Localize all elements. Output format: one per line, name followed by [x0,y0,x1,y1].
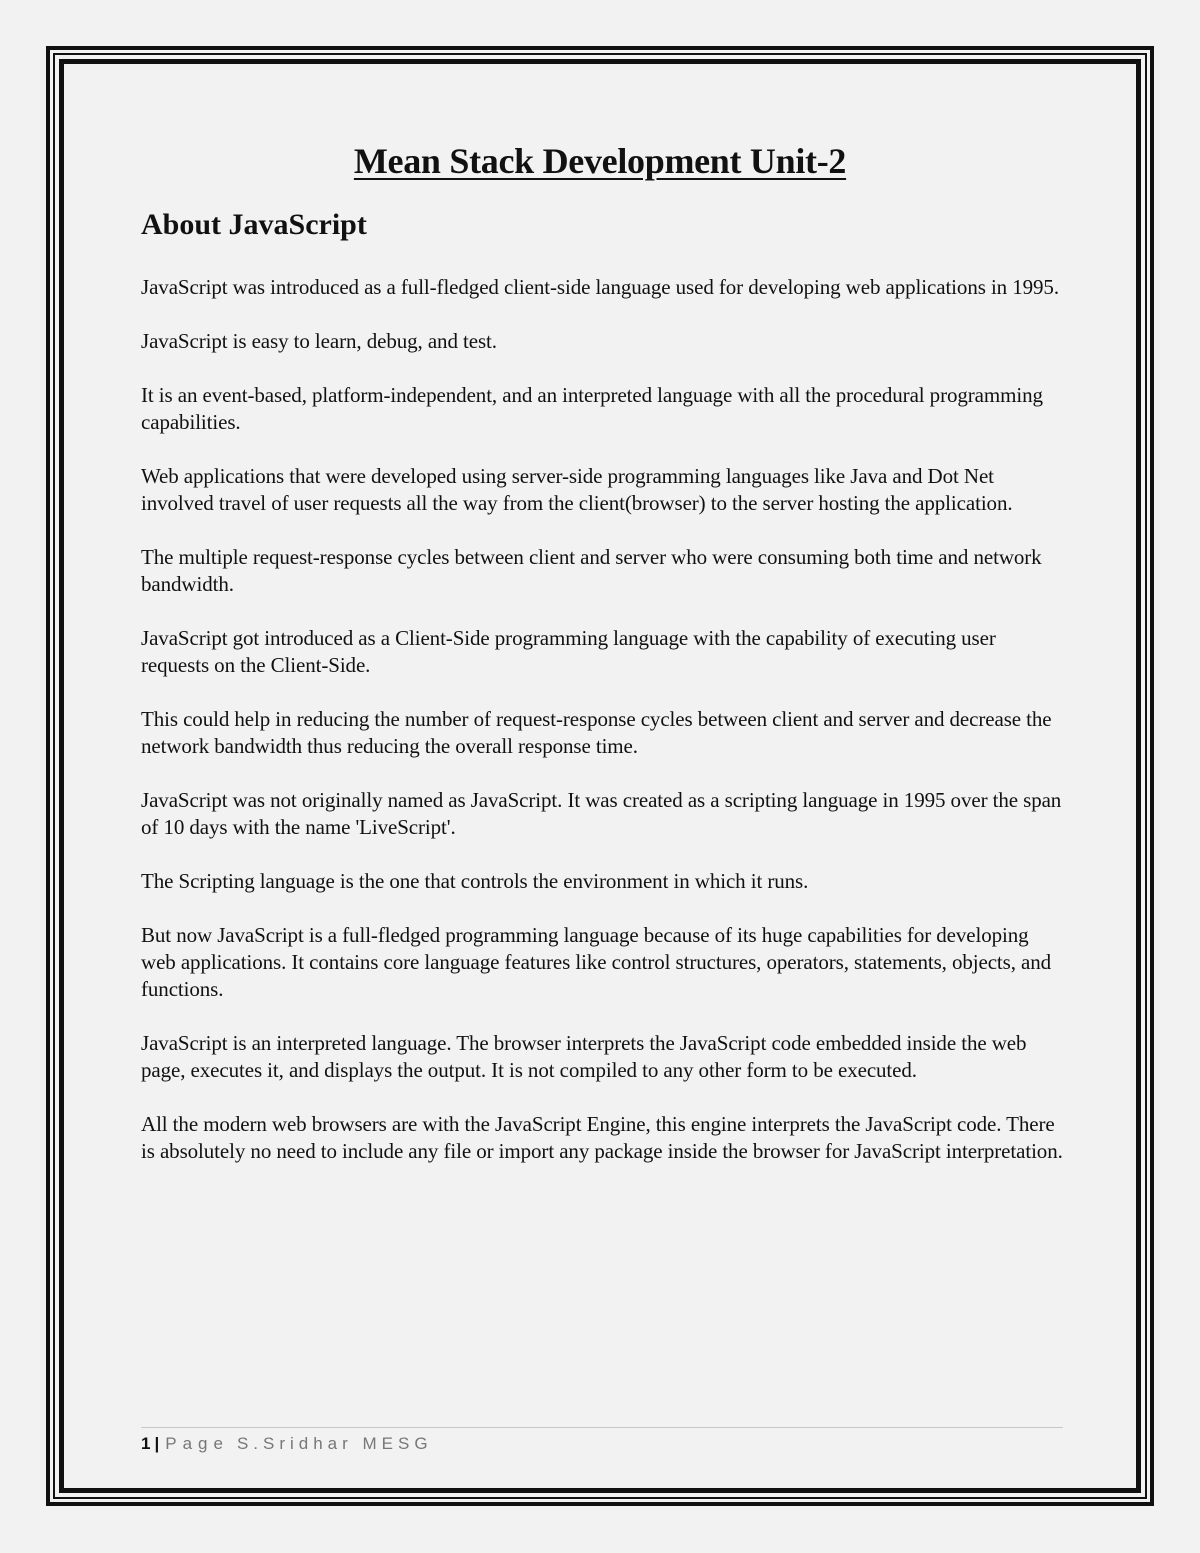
page-number: 1 [141,1434,151,1453]
body-text [141,274,1066,1192]
footer-author: S.Sridhar MESG [236,1434,433,1453]
paragraph: It is an event-based, platform-independent, and an interpreted language with all the procedural programming capabilities. [141,383,1043,434]
paragraph: JavaScript was not originally named as JavaScript. It was created as a scripting language in 1995 over the span of 10 days with the name 'LiveScript'. [141,788,1062,839]
paragraph: But now JavaScript is a full-fledged programming language because of its huge capabilities for developing web applications. It contains core language features like control structures, operators, statements, objects, and functions. [141,923,1052,1001]
section-heading: About JavaScript [141,208,367,241]
paragraph: The Scripting language is the one that controls the environment in which it runs. [141,869,809,893]
page-footer [141,1432,433,1456]
footer-divider [141,1427,1063,1428]
footer-separator: | [154,1434,160,1453]
paragraph: JavaScript is an interpreted language. The browser interprets the JavaScript code embedded inside the web page, executes it, and displays the output. It is not compiled to any other form to be executed. [141,1031,1027,1082]
paragraph: This could help in reducing the number of request-response cycles between client and server and decrease the network bandwidth thus reducing the overall response time. [141,707,1052,758]
paragraph: Web applications that were developed using server-side programming languages like Java and Dot Net involved travel of user requests all the way from the client(browser) to the server hosting the application. [141,464,1013,515]
page-label: Page [165,1434,229,1453]
paragraph: JavaScript got introduced as a Client-Side programming language with the capability of executing user requests on the Client-Side. [141,626,996,677]
paragraph: JavaScript is easy to learn, debug, and test. [141,329,497,353]
document-title: Mean Stack Development Unit-2 [353,141,847,181]
paragraph: All the modern web browsers are with the JavaScript Engine, this engine interprets the JavaScript code. There is absolutely no need to include any file or import any package inside the browser for JavaScript interpretation. [141,1112,1063,1163]
paragraph: The multiple request-response cycles between client and server who were consuming both time and network bandwidth. [141,545,1042,596]
paragraph: JavaScript was introduced as a full-fledged client-side language used for developing web applications in 1995. [141,275,1059,299]
